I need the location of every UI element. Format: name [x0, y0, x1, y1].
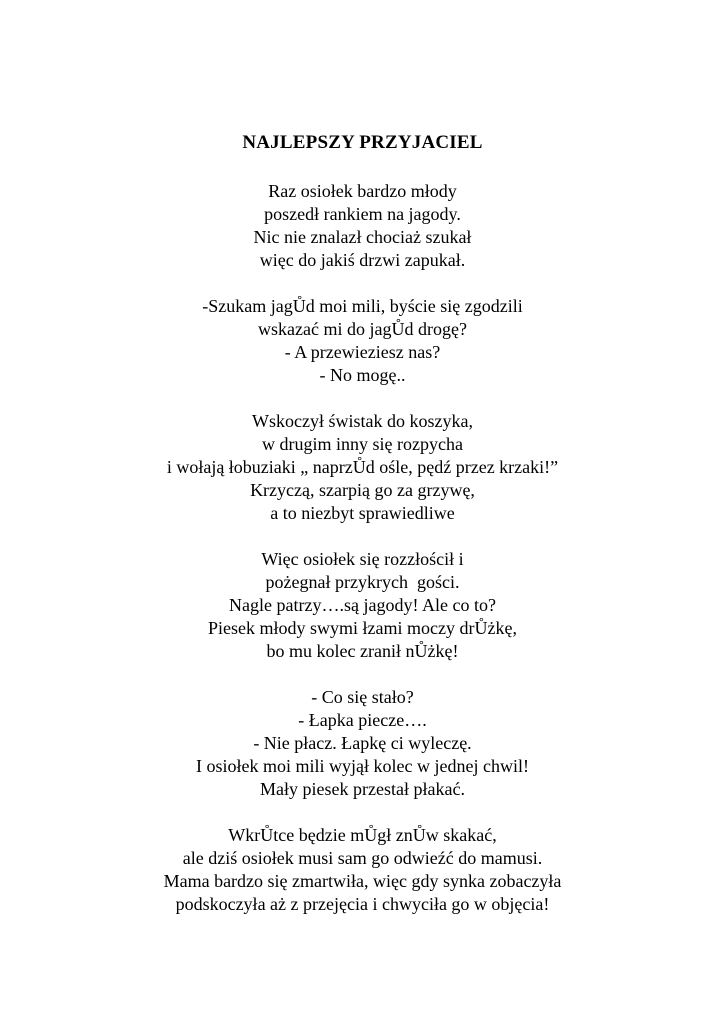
poem-line: Nic nie znalazł chociaż szukał [253, 227, 472, 247]
poem-line: więc do jakiś drzwi zapukał. [259, 250, 466, 270]
poem-line: bo mu kolec zranił nŮżkę! [266, 641, 459, 661]
poem-line: ale dziś osiołek musi sam go odwieźć do mamusi. [182, 848, 543, 868]
poem-line: - A przewieziesz nas? [284, 342, 441, 362]
poem-line: Wskoczył świstak do koszyka, [252, 411, 473, 431]
poem-line: WkrŮtce będzie mŮgł znŮw skakać, [228, 825, 497, 845]
stanza-2 [0, 295, 725, 387]
poem-line: Więc osiołek się rozzłościł i [261, 549, 464, 569]
poem-line: - No mogę.. [319, 365, 406, 385]
poem-line: Raz osiołek bardzo młody [268, 181, 457, 201]
poem-line: -Szukam jagŮd moi mili, byście się zgodzili [202, 296, 523, 316]
poem-line: I osiołek moi mili wyjął kolec w jednej chwil! [196, 756, 529, 776]
stanza-1 [0, 180, 725, 272]
poem-line: Krzyczą, szarpią go za grzywę, [250, 480, 475, 500]
poem-line: - Łapka piecze…. [298, 710, 427, 730]
poem-line: Nagle patrzy….są jagody! Ale co to? [229, 595, 496, 615]
stanza-3 [0, 410, 725, 525]
stanza-6 [0, 824, 725, 916]
poem-line: Piesek młody swymi łzami moczy drŮżkę, [208, 618, 517, 638]
poem-line: i wołają łobuziaki „ naprzŮd ośle, pędź przez krzaki!” [166, 457, 559, 477]
poem-line: - Nie płacz. Łapkę ci wyleczę. [253, 733, 472, 753]
stanza-5 [0, 686, 725, 801]
poem-line: poszedł rankiem na jagody. [264, 204, 461, 224]
poem-line: pożegnał przykrych gości. [265, 572, 460, 592]
poem-line: Mama bardzo się zmartwiła, więc gdy synka zobaczyła [163, 871, 562, 891]
poem-title: NAJLEPSZY PRZYJACIEL [242, 132, 483, 153]
poem-line: wskazać mi do jagŮd drogę? [258, 319, 467, 339]
stanza-4 [0, 548, 725, 663]
poem-line: - Co się stało? [311, 687, 414, 707]
poem-line: a to niezbyt sprawiedliwe [270, 503, 455, 523]
poem-body [0, 180, 725, 939]
poem-line: Mały piesek przestał płakać. [260, 779, 465, 799]
poem-line: w drugim inny się rozpycha [262, 434, 463, 454]
poem-line: podskoczyła aż z przejęcia i chwyciła go w objęcia! [175, 894, 550, 914]
